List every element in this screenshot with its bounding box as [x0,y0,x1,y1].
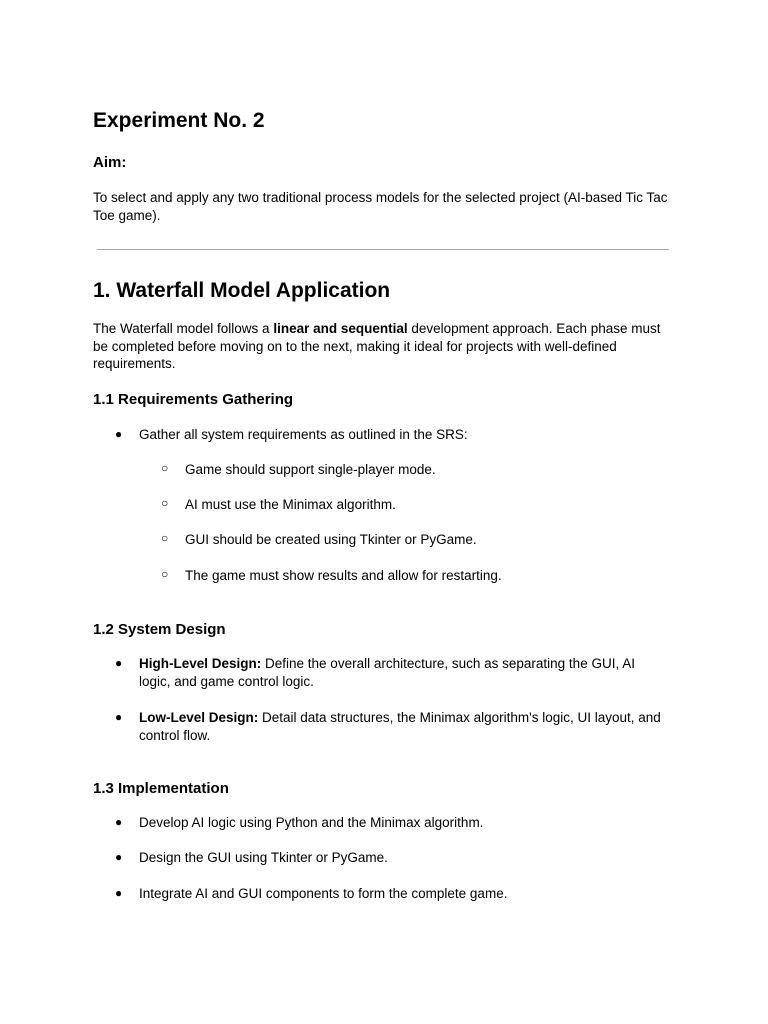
circle-bullet-icon: ○ [161,567,169,581]
list-item [115,655,669,690]
list-item [115,885,669,903]
list-item [115,709,669,744]
aim-text: To select and apply any two traditional process models for the selected project (AI-based Tic Tac Toe game). [93,190,668,223]
sub-list-item-text: GUI should be created using Tkinter or PyGame. [185,532,477,547]
list-item [115,849,669,867]
bullet-icon: ● [115,427,123,441]
bullet-icon: ● [115,710,123,724]
intro-text-start: The Waterfall model follows a [93,321,274,336]
list-item-text: Detail data structures, the Minimax algorithm's logic, UI layout, and control flow. [139,710,661,743]
list-item-text: Design the GUI using Tkinter or PyGame. [139,850,388,865]
list-item-text: Develop AI logic using Python and the Minimax algorithm. [139,815,484,830]
sub-list-item [161,496,665,514]
circle-bullet-icon: ○ [161,496,169,510]
sub-list-item-text: The game must show results and allow for restarting. [185,568,502,583]
list-item [115,426,669,444]
intro-text-end: development approach. Each phase must be completed before moving on to the next, making it ideal for projects with well-defined requirements. [93,321,661,371]
subsection-heading-system-design: 1.2 System Design [93,621,226,638]
horizontal-divider [97,249,669,250]
circle-bullet-icon: ○ [161,461,169,475]
sub-list-item [161,567,665,585]
list-item-text: Integrate AI and GUI components to form the complete game. [139,886,508,901]
bullet-icon: ● [115,886,123,900]
list-item-text: Define the overall architecture, such as separating the GUI, AI logic, and game control logic. [139,656,635,689]
list-item-text: Gather all system requirements as outlined in the SRS: [139,427,468,442]
sub-list-item-text: AI must use the Minimax algorithm. [185,497,396,512]
list-item-label: High-Level Design: [139,656,262,671]
sub-list-item [161,461,665,479]
intro-bold-text: linear and sequential [273,321,408,336]
document-title: Experiment No. 2 [93,109,265,132]
circle-bullet-icon: ○ [161,531,169,545]
subsection-heading-implementation: 1.3 Implementation [93,780,229,797]
subsection-heading-requirements: 1.1 Requirements Gathering [93,391,294,408]
list-item [115,814,669,832]
bullet-icon: ● [115,850,123,864]
sub-list-item-text: Game should support single-player mode. [185,462,436,477]
bullet-icon: ● [115,656,123,670]
list-item-label: Low-Level Design: [139,710,259,725]
aim-heading: Aim: [93,154,127,171]
sub-list-item [161,531,665,549]
waterfall-intro [93,320,661,373]
section-heading-waterfall: 1. Waterfall Model Application [93,279,391,302]
bullet-icon: ● [115,815,123,829]
